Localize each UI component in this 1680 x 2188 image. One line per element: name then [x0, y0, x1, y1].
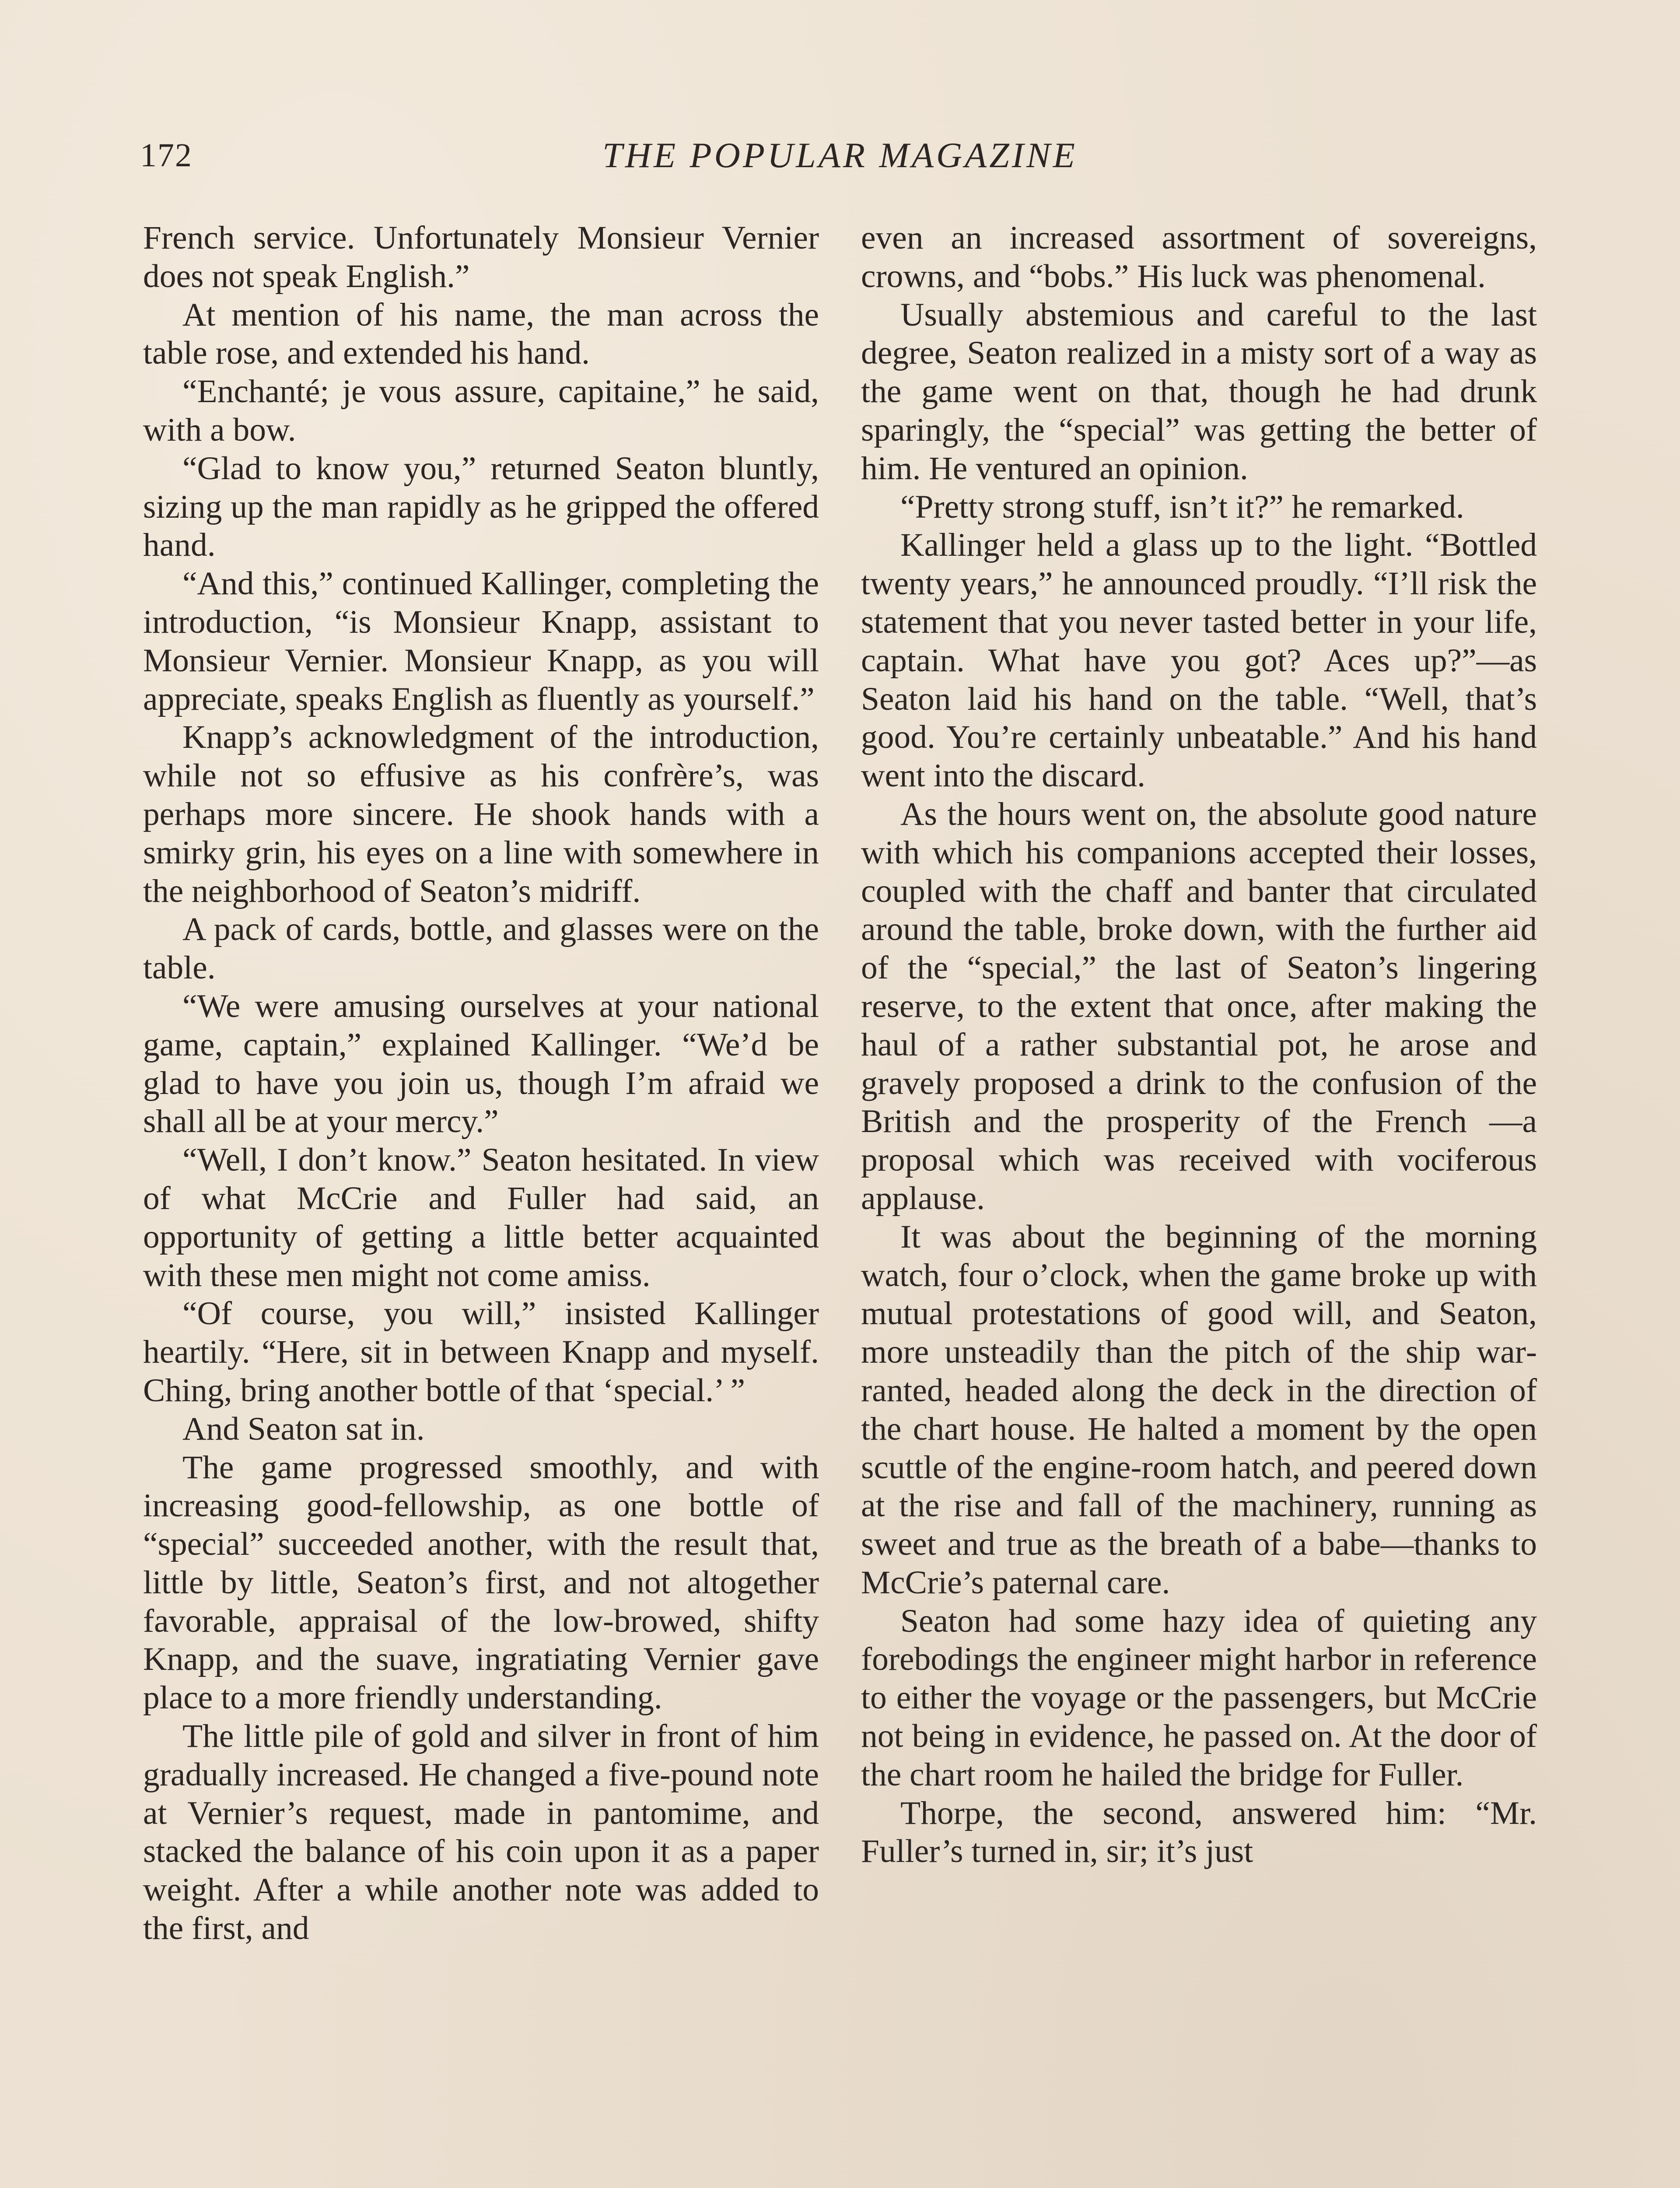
paragraph: Knapp’s acknowledgment of the introduction, while not so effusive as his confrère’s, was perhaps more sincere. He shook hands with a smirky grin, his eyes on a line with somewhere in the neighborhood of Seaton’s midriff. [143, 719, 819, 909]
paragraph: And Seaton sat in. [182, 1410, 425, 1447]
paragraph: “And this,” continued Kallinger, completing the introduction, “is Monsieur Knapp, assistant to Monsieur Vernier. Monsieur Knapp, as you will appreciate, speaks English as fluently as yourself.” [143, 565, 819, 717]
paragraph: “Enchanté; je vous assure, capitaine,” he said, with a bow. [143, 373, 819, 448]
paragraph: Kallinger held a glass up to the light. “Bottled twenty years,” he announced proudly. “I’ll risk the statement that you never tasted better in your life, captain. What have you got? Aces up?”—as Seaton laid his hand on the table. “Well, that’s good. You’re certainly unbeatable.” And his hand went into the discard. [861, 527, 1537, 794]
paragraph: French service. Unfortunately Monsieur Vernier does not speak English.” [143, 220, 819, 295]
paragraph: The game progressed smoothly, and with increasing good-fellowship, as one bottle of “special” succeeded another, with the result that, little by little, Seaton’s first, and not altogether favorable, appraisal of the low-browed, shifty Knapp, and the suave, ingratiating Vernier gave place to a more friendly understanding. [143, 1449, 819, 1716]
paragraph: “Of course, you will,” insisted Kallinger heartily. “Here, sit in between Knapp and myself. Ching, bring another bottle of that ‘special.’ ” [143, 1295, 819, 1409]
paragraph: even an increased assortment of sovereigns, crowns, and “bobs.” His luck was phenomenal. [861, 220, 1537, 295]
paragraph: “Glad to know you,” returned Seaton bluntly, sizing up the man rapidly as he gripped the offered hand. [143, 450, 819, 564]
paragraph: “Well, I don’t know.” Seaton hesitated. In view of what McCrie and Fuller had said, an opportunity of getting a little better acquainted with these men might not come amiss. [143, 1142, 819, 1294]
paragraph: Seaton had some hazy idea of quieting any forebodings the engineer might harbor in reference to either the voyage or the passengers, but McCrie not being in evidence, he passed on. At the door of the chart room he hailed the bridge for Fuller. [861, 1602, 1537, 1793]
page-number: 172 [140, 137, 192, 174]
paragraph: It was about the beginning of the morning watch, four o’clock, when the game broke up with mutual protestations of good will, and Seaton, more unsteadily than the pitch of the ship warranted, headed along the deck in the direction of the chart house. He halted a moment by the open scuttle of the engine-room hatch, and peered down at the rise and fall of the machinery, running as sweet and true as the breath of a babe—thanks to McCrie’s paternal care. [861, 1218, 1537, 1601]
paragraph: The little pile of gold and silver in front of him gradually increased. He changed a five-pound note at Vernier’s request, made in pantomime, and stacked the balance of his coin upon it as a paper weight. After a while another note was added to the first, and [143, 1718, 819, 1947]
paragraph: At mention of his name, the man across the table rose, and extended his hand. [143, 296, 819, 372]
paragraph: Usually abstemious and careful to the last degree, Seaton realized in a misty sort of a way as the game went on that, though he had drunk sparingly, the “special” was getting the better of him. He ventured an opinion. [861, 296, 1537, 487]
right-column [861, 219, 1537, 1871]
paragraph: As the hours went on, the absolute good nature with which his companions accepted their losses, coupled with the chaff and banter that circulated around the table, broke down, with the further aid of the “special,” the last of Seaton’s lingering reserve, to the extent that once, after making the haul of a rather substantial pot, he arose and gravely proposed a drink to the confusion of the British and the prosperity of the French —a proposal which was received with vociferous applause. [861, 796, 1537, 1217]
page-header [140, 131, 1540, 179]
paragraph: “Pretty strong stuff, isn’t it?” he remarked. [900, 488, 1464, 525]
running-head: THE POPULAR MAGAZINE [602, 135, 1078, 175]
left-column [143, 219, 819, 1948]
paragraph: A pack of cards, bottle, and glasses were on the table. [143, 911, 819, 986]
paragraph: “We were amusing ourselves at your national game, captain,” explained Kallinger. “We’d be glad to have you join us, though I’m afraid we shall all be at your mercy.” [143, 988, 819, 1140]
paragraph: Thorpe, the second, answered him: “Mr. Fuller’s turned in, sir; it’s just [861, 1795, 1537, 1870]
